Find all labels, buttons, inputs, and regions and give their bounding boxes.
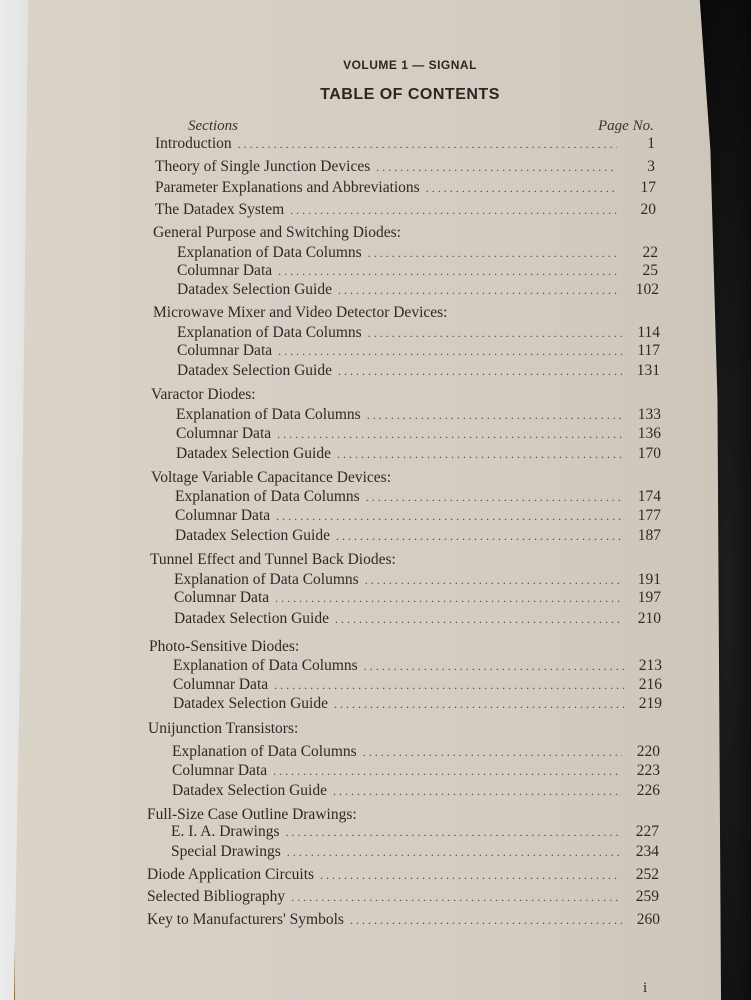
dot-leader	[287, 843, 621, 861]
toc-entry-label: Datadex Selection Guide	[177, 362, 332, 379]
toc-entry-page-number: 174	[637, 488, 661, 505]
toc-entry	[155, 135, 655, 153]
toc-entry-page-number: 3	[647, 158, 655, 175]
toc-section-heading	[151, 386, 661, 404]
toc-entry-page-number: 191	[637, 571, 661, 588]
dot-leader	[350, 911, 622, 929]
toc-entry-label: Explanation of Data Columns	[175, 488, 360, 505]
toc-entry	[171, 843, 659, 861]
toc-entry	[173, 657, 662, 675]
dot-leader	[277, 425, 623, 443]
toc-entry	[172, 762, 660, 780]
toc-entry	[171, 823, 659, 841]
toc-entry-label: Full-Size Case Outline Drawings:	[147, 806, 357, 823]
toc-entry-page-number: 187	[637, 527, 661, 544]
toc-entry	[173, 676, 662, 694]
toc-entry-page-number: 136	[637, 425, 661, 442]
toc-entry-page-number: 223	[636, 762, 660, 779]
dot-leader	[291, 888, 621, 906]
toc-entry-page-number: 197	[637, 589, 661, 606]
toc-entry-label: Datadex Selection Guide	[172, 782, 327, 799]
toc-section-heading	[150, 551, 661, 569]
dot-leader	[426, 179, 618, 197]
toc-entry-label: Theory of Single Junction Devices	[155, 158, 371, 175]
toc-entry-page-number: 252	[635, 866, 659, 883]
page-title: TABLE OF CONTENTS	[320, 86, 500, 103]
toc-entry	[176, 445, 661, 463]
toc-entry-label: Introduction	[155, 135, 232, 152]
toc-entry-label: Unijunction Transistors:	[148, 720, 299, 737]
toc-entry	[175, 507, 661, 525]
dot-leader	[275, 589, 623, 607]
toc-entry-label: Photo-Sensitive Diodes:	[149, 638, 300, 655]
toc-entry	[175, 488, 661, 506]
toc-entry-page-number: 260	[636, 911, 660, 928]
toc-entry-page-number: 102	[635, 281, 659, 298]
toc-entry	[172, 782, 660, 800]
toc-entry-label: Tunnel Effect and Tunnel Back Diodes:	[150, 551, 396, 568]
toc-entry-label: Selected Bibliography	[147, 888, 286, 905]
toc-entry-label: Columnar Data	[174, 589, 270, 606]
toc-entry-page-number: 133	[637, 406, 661, 423]
toc-entry-page-number: 20	[640, 201, 656, 218]
toc-entry-label: Explanation of Data Columns	[172, 743, 357, 760]
toc-entry-label: Datadex Selection Guide	[175, 527, 330, 544]
toc-entry-label: Varactor Diodes:	[151, 386, 256, 403]
toc-entry	[174, 589, 661, 607]
dot-leader	[320, 866, 621, 884]
toc-entry-label: Explanation of Data Columns	[174, 571, 359, 588]
toc-entry-label: Microwave Mixer and Video Detector Devices:	[153, 304, 448, 321]
dot-leader	[365, 571, 623, 589]
toc-entry-label: Parameter Explanations and Abbreviations	[155, 179, 420, 196]
toc-section-heading	[147, 806, 659, 824]
toc-entry-label: Key to Manufacturers' Symbols	[147, 911, 344, 928]
toc-entry-label: Explanation of Data Columns	[177, 244, 362, 261]
dot-leader	[364, 657, 624, 675]
toc-entry-page-number: 1	[647, 135, 655, 152]
dot-leader	[278, 342, 622, 360]
toc-entry-page-number: 210	[637, 610, 661, 627]
dot-leader	[368, 324, 622, 342]
toc-entry-label: Datadex Selection Guide	[173, 695, 328, 712]
toc-entry-page-number: 219	[638, 695, 662, 712]
toc-entry-page-number: 259	[635, 888, 659, 905]
dot-leader	[273, 762, 622, 780]
toc-entry	[175, 527, 661, 545]
page-folio: i	[643, 980, 648, 996]
toc-entry-page-number: 170	[637, 445, 661, 462]
dot-leader	[290, 201, 618, 219]
toc-entry-page-number: 216	[638, 676, 662, 693]
toc-entry-label: Columnar Data	[172, 762, 268, 779]
toc-section-heading	[153, 304, 659, 322]
toc-section-heading	[153, 224, 656, 242]
toc-entry	[177, 342, 660, 360]
toc-entry-label: The Datadex System	[155, 201, 285, 218]
dot-leader	[337, 445, 623, 463]
toc-section-heading	[151, 469, 661, 487]
toc-entry	[176, 406, 661, 424]
toc-entry-page-number: 17	[640, 179, 656, 196]
dot-leader	[366, 488, 623, 506]
dot-leader	[363, 743, 622, 761]
toc-entry	[176, 425, 661, 443]
dot-leader	[368, 244, 620, 262]
toc-entry	[177, 362, 660, 380]
dot-leader	[286, 823, 622, 841]
dot-leader	[333, 782, 622, 800]
toc-section-heading	[148, 720, 660, 738]
toc-entry-page-number: 131	[636, 362, 660, 379]
toc-entry-label: Voltage Variable Capacitance Devices:	[151, 469, 392, 486]
toc-entry	[172, 743, 660, 761]
toc-entry-page-number: 220	[636, 743, 660, 760]
toc-entry-page-number: 227	[635, 823, 659, 840]
toc-entry-label: Datadex Selection Guide	[174, 610, 329, 627]
toc-entry-label: Columnar Data	[176, 425, 272, 442]
toc-entry-label: Explanation of Data Columns	[177, 324, 362, 341]
toc-entry	[177, 244, 658, 262]
volume-heading: VOLUME 1 — SIGNAL	[343, 58, 477, 72]
toc-entry-label: Columnar Data	[175, 507, 271, 524]
sections-column-header: Sections	[188, 118, 238, 134]
dot-leader	[336, 527, 623, 545]
toc-entry-label: Explanation of Data Columns	[176, 406, 361, 423]
toc-entry-label: Datadex Selection Guide	[177, 281, 332, 298]
toc-entry-page-number: 117	[637, 342, 660, 359]
toc-entry-label: Datadex Selection Guide	[176, 445, 331, 462]
page-column-header: Page No.	[598, 118, 654, 134]
toc-entry-page-number: 114	[637, 324, 660, 341]
toc-entry-label: Columnar Data	[177, 342, 273, 359]
toc-entry	[177, 324, 660, 342]
toc-entry-label: Columnar Data	[177, 262, 273, 279]
toc-entry	[177, 281, 659, 299]
toc-entry-label: Diode Application Circuits	[147, 866, 315, 883]
dot-leader	[238, 135, 617, 153]
dot-leader	[334, 695, 624, 713]
toc-entry-label: Explanation of Data Columns	[173, 657, 358, 674]
toc-entry-page-number: 25	[642, 262, 658, 279]
toc-entry	[174, 610, 661, 628]
dot-leader	[335, 610, 623, 628]
toc-entry-label: General Purpose and Switching Diodes:	[153, 224, 401, 241]
dot-leader	[376, 158, 617, 176]
toc-entry-page-number: 177	[637, 507, 661, 524]
toc-entry	[147, 888, 659, 906]
dot-leader	[367, 406, 623, 424]
toc-entry	[155, 179, 656, 197]
toc-entry-page-number: 22	[642, 244, 658, 261]
toc-entry	[147, 911, 660, 929]
toc-entry	[177, 262, 658, 280]
dot-leader	[274, 676, 624, 694]
toc-entry	[173, 695, 662, 713]
toc-entry-label: Special Drawings	[171, 843, 281, 860]
toc-entry	[155, 201, 656, 219]
toc-entry	[155, 158, 655, 176]
toc-entry-label: Columnar Data	[173, 676, 269, 693]
dot-leader	[338, 281, 621, 299]
toc-entry-page-number: 234	[635, 843, 659, 860]
dot-leader	[278, 262, 620, 280]
toc-entry-label: E. I. A. Drawings	[171, 823, 280, 840]
toc-entry-page-number: 226	[636, 782, 660, 799]
dot-leader	[276, 507, 623, 525]
toc-section-heading	[149, 638, 662, 656]
dot-leader	[338, 362, 622, 380]
toc-entry	[147, 866, 659, 884]
toc-entry-page-number: 213	[638, 657, 662, 674]
toc-entry	[174, 571, 661, 589]
